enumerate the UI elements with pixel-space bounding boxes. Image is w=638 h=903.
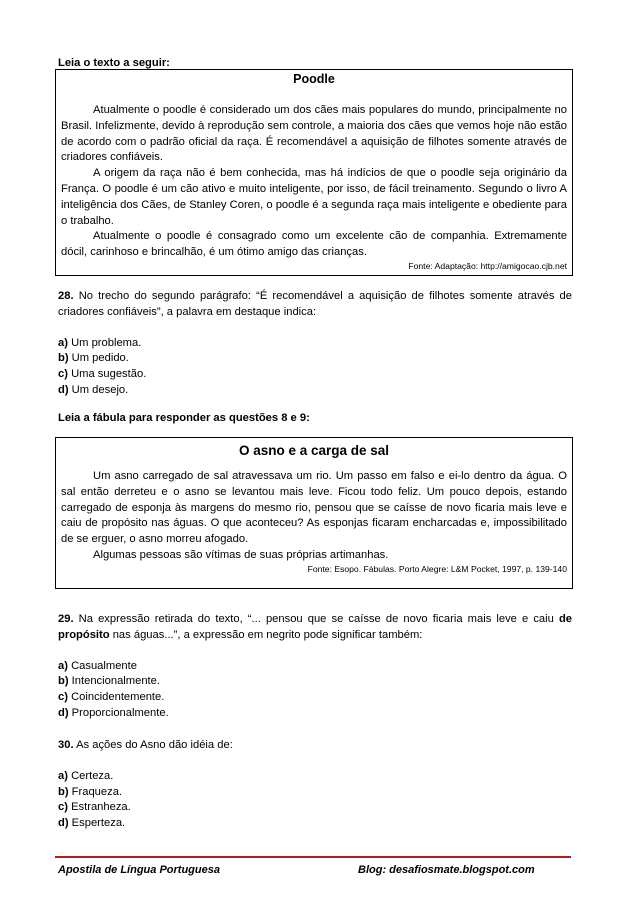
footer-title: Apostila de Língua Portuguesa: [58, 864, 220, 876]
text-title: Poodle: [293, 72, 335, 86]
option-a: a) Casualmente: [58, 659, 137, 672]
text-title: O asno e a carga de sal: [238, 443, 390, 458]
question-number: 28.: [58, 290, 74, 302]
paragraph: Atualmente o poodle é consagrado como um excelente cão de companhia. Extremamente dócil, carinhoso e brincalhão, é um ótimo amigo das crianças.: [61, 230, 567, 259]
option-a: a) Um problema.: [58, 336, 142, 349]
question-number: 30.: [58, 739, 74, 751]
question-text: 29. Na expressão retirada do texto, “... pensou que se caísse de novo ficaria mais leve e caiu de propósito nas águas...”, a expressão em negrito pode significar também:: [58, 613, 572, 641]
question-28: [58, 289, 572, 399]
option-d: d) Um desejo.: [58, 383, 129, 396]
paragraph: Um asno carregado de sal atravessava um rio. Um passo em falso e ei-lo dentro da água. O sal então derreteu e o asno se levantou mais leve. Ficou todo feliz. Um pouco depois, estando carregado de esponja às margens do mesmo rio, pensou que se caísse de novo ficaria mais leve e caiu de propósito nas águas. O que aconteceu? As esponjas ficaram encharcadas e, impossibilitado de se erguer, o asno morreu afogado.: [61, 470, 567, 546]
option-d: d) Proporcionalmente.: [58, 706, 169, 719]
paragraph: Algumas pessoas são vítimas de suas próprias artimanhas.: [93, 548, 389, 561]
question-29: [58, 612, 572, 722]
text-box-fable: [55, 437, 573, 589]
source-citation: Fonte: Esopo. Fábulas. Porto Alegre: L&M Pocket, 1997, p. 139-140: [307, 563, 567, 574]
question-text: [58, 738, 572, 754]
source-citation: Fonte: Adaptação: http://amigocao.cjb.net: [408, 260, 567, 271]
option-a: a) Certeza.: [58, 769, 114, 782]
instruction-text: Leia a fábula para responder as questões 8 e 9:: [58, 412, 310, 424]
instruction-text: Leia o texto a seguir:: [58, 57, 170, 69]
paragraph: A origem da raça não é bem conhecida, mas há indícios de que o poodle seja originário da França. O poodle é um cão ativo e muito inteligente, por isso, de fácil treinamento. Segundo o livro A inteligência dos Cães, de Stanley Coren, o poodle é a segunda raça mais inteligente e obediente para o trabalho.: [61, 167, 567, 227]
text-box-poodle: [55, 69, 573, 276]
option-b: b) Intencionalmente.: [58, 675, 160, 688]
option-b: b) Fraqueza.: [58, 785, 123, 798]
option-d: d) Esperteza.: [58, 817, 126, 830]
option-b: b) Um pedido.: [58, 352, 129, 365]
question-statement: As ações do Asno dão idéia de:: [76, 739, 233, 751]
footer-blog: Blog: desafiosmate.blogspot.com: [358, 864, 535, 876]
paragraph: Atualmente o poodle é considerado um dos cães mais populares do mundo, principalmente no Brasil. Infelizmente, devido à reprodução sem controle, a maioria dos cães que vemos hoje não estão de acordo com o padrão oficial da raça. É recomendável a aquisição de filhotes somente através de criadores confiáveis.: [61, 104, 567, 164]
bold-expression: de propósito: [58, 613, 572, 641]
option-c: c) Coincidentemente.: [58, 691, 165, 704]
question-number: 29.: [58, 613, 74, 625]
question-statement: No trecho do segundo parágrafo: “É recomendável a aquisição de filhotes somente através de criadores confiáveis”, a palavra em destaque indica:: [58, 290, 573, 318]
footer-divider: [55, 856, 571, 858]
question-text: [58, 289, 572, 321]
option-c: c) Estranheza.: [58, 801, 131, 814]
option-c: c) Uma sugestão.: [58, 368, 147, 381]
question-30: [58, 738, 572, 832]
